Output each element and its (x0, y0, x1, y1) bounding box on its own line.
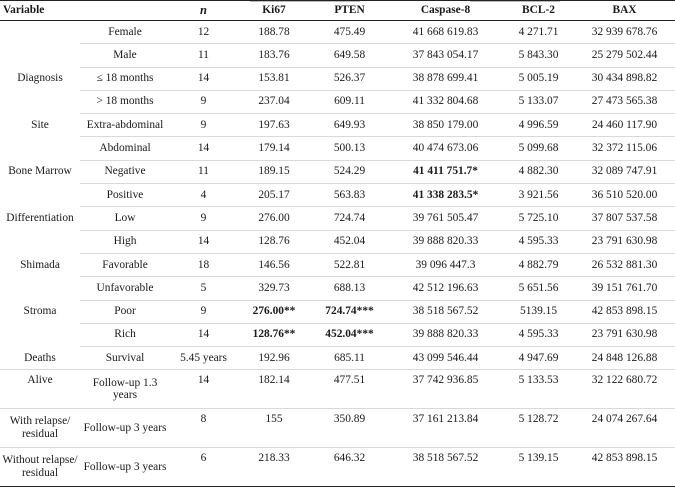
bcl2-cell: 5 139.15 (503, 448, 574, 487)
caspase8-cell: 39 761 505.47 (388, 207, 503, 230)
table-row (0, 448, 675, 487)
table-row (0, 370, 675, 409)
header-ki67: Ki67 (237, 1, 311, 21)
pten-cell: 526.37 (311, 67, 388, 90)
table-row (0, 67, 675, 90)
caspase8-cell: 41 338 283.5* (388, 184, 503, 207)
subgroup-cell: > 18 months (80, 90, 170, 113)
variable-cell: Site (31, 118, 49, 131)
bax-cell: 24 848 126.88 (574, 347, 675, 370)
ki67-cell: 276.00** (237, 300, 311, 323)
n-cell: 14 (170, 230, 237, 253)
n-cell: 9 (170, 300, 237, 323)
bax-cell: 24 460 117.90 (574, 114, 675, 137)
subgroup-cell: Survival (80, 347, 170, 370)
caspase8-cell: 41 332 804.68 (388, 90, 503, 113)
variable-cell (0, 44, 80, 67)
n-cell: 14 (170, 137, 237, 160)
bax-cell: 42 853 898.15 (574, 448, 675, 487)
n-cell: 8 (170, 409, 237, 448)
bcl2-cell: 4 996.59 (503, 114, 574, 137)
variable-cell: Shimada (20, 258, 60, 271)
header-bax: BAX (574, 1, 675, 21)
subgroup-cell: Negative (80, 160, 170, 183)
subgroup-cell: Favorable (80, 253, 170, 276)
ki67-cell: 183.76 (237, 44, 311, 67)
table-row (0, 230, 675, 253)
bax-cell: 32 122 680.72 (574, 370, 675, 409)
n-cell: 4 (170, 184, 237, 207)
ki67-cell: 182.14 (237, 370, 311, 409)
variable-cell: Diagnosis (17, 72, 63, 85)
bcl2-cell: 4 595.33 (503, 323, 574, 346)
variable-cell: With relapse/ residual (0, 409, 80, 448)
ki67-cell: 188.78 (237, 21, 311, 44)
caspase8-cell: 37 742 936.85 (388, 370, 503, 409)
subgroup-cell: High (80, 230, 170, 253)
n-cell: 9 (170, 114, 237, 137)
variable-cell (0, 277, 80, 300)
subgroup-cell: Male (80, 44, 170, 67)
table-row (0, 160, 675, 183)
pten-cell: 475.49 (311, 21, 388, 44)
caspase8-cell: 43 099 546.44 (388, 347, 503, 370)
table-row (0, 137, 675, 160)
header-variable: Variable (0, 1, 170, 21)
bax-cell: 30 434 898.82 (574, 67, 675, 90)
n-cell: 9 (170, 207, 237, 230)
ki67-cell: 155 (237, 409, 311, 448)
caspase8-cell: 38 850 179.00 (388, 114, 503, 137)
caspase8-cell: 38 518 567.52 (388, 300, 503, 323)
bax-cell: 32 089 747.91 (574, 160, 675, 183)
ki67-cell: 153.81 (237, 67, 311, 90)
n-cell: 14 (170, 67, 237, 90)
ki67-cell: 146.56 (237, 253, 311, 276)
bax-cell: 32 939 678.76 (574, 21, 675, 44)
pten-cell: 609.11 (311, 90, 388, 113)
subgroup-cell: ≤ 18 months (80, 67, 170, 90)
n-cell: 5.45 years (170, 347, 237, 370)
variable-cell: Deaths (0, 347, 80, 370)
bax-cell: 23 791 630.98 (574, 230, 675, 253)
bax-cell: 32 372 115.06 (574, 137, 675, 160)
pten-cell: 350.89 (311, 409, 388, 448)
bcl2-cell: 5 005.19 (503, 67, 574, 90)
variable-cell: Differentiation (6, 211, 74, 224)
ki67-cell: 237.04 (237, 90, 311, 113)
variable-cell (0, 137, 80, 160)
ki67-cell: 128.76** (237, 323, 311, 346)
caspase8-cell: 37 843 054.17 (388, 44, 503, 67)
caspase8-cell: 40 474 673.06 (388, 137, 503, 160)
ki67-cell: 205.17 (237, 184, 311, 207)
bax-cell: 26 532 881.30 (574, 253, 675, 276)
table-row (0, 44, 675, 67)
caspase8-cell: 37 161 213.84 (388, 409, 503, 448)
bcl2-cell: 4 882.79 (503, 253, 574, 276)
subgroup-cell: Abdominal (80, 137, 170, 160)
pten-cell: 649.58 (311, 44, 388, 67)
bax-cell: 39 151 761.70 (574, 277, 675, 300)
bcl2-cell: 5 133.07 (503, 90, 574, 113)
pten-cell: 685.11 (311, 347, 388, 370)
header-bcl2: BCL-2 (503, 1, 574, 21)
n-cell: 11 (170, 160, 237, 183)
n-cell: 18 (170, 253, 237, 276)
bax-cell: 25 279 502.44 (574, 44, 675, 67)
table-row (0, 409, 675, 448)
ki67-cell: 197.63 (237, 114, 311, 137)
pten-cell: 477.51 (311, 370, 388, 409)
table-row (0, 323, 675, 346)
subgroup-cell: Female (80, 21, 170, 44)
bcl2-cell: 4 271.71 (503, 21, 574, 44)
caspase8-cell: 42 512 196.63 (388, 277, 503, 300)
variable-cell: Stroma (23, 305, 57, 318)
pten-cell: 724.74*** (311, 300, 388, 323)
bax-cell: 37 807 537.58 (574, 207, 675, 230)
ki67-cell: 276.00 (237, 207, 311, 230)
pten-cell: 452.04 (311, 230, 388, 253)
variable-cell: Alive (0, 370, 80, 409)
bcl2-cell: 5139.15 (503, 300, 574, 323)
bcl2-cell: 5 725.10 (503, 207, 574, 230)
table-row (0, 207, 675, 230)
n-cell: 11 (170, 44, 237, 67)
pten-cell: 646.32 (311, 448, 388, 487)
bax-cell: 42 853 898.15 (574, 300, 675, 323)
subgroup-cell: Follow-up 1.3 years (80, 370, 170, 409)
variable-cell (0, 21, 80, 44)
bcl2-cell: 3 921.56 (503, 184, 574, 207)
header-row (0, 1, 675, 21)
bcl2-cell: 5 133.53 (503, 370, 574, 409)
ki67-cell: 218.33 (237, 448, 311, 487)
pten-cell: 563.83 (311, 184, 388, 207)
table-row (0, 184, 675, 207)
bcl2-cell: 5 843.30 (503, 44, 574, 67)
caption-remnant (0, 0, 675, 3)
pten-cell: 500.13 (311, 137, 388, 160)
table-row (0, 300, 675, 323)
table-row (0, 253, 675, 276)
caspase8-cell: 41 668 619.83 (388, 21, 503, 44)
variable-cell (0, 230, 80, 253)
header-pten: PTEN (311, 1, 388, 21)
table-row (0, 90, 675, 113)
caspase8-cell: 38 518 567.52 (388, 448, 503, 487)
caspase8-cell: 39 096 447.3 (388, 253, 503, 276)
caspase8-cell: 41 411 751.7* (388, 160, 503, 183)
pten-cell: 522.81 (311, 253, 388, 276)
bcl2-cell: 5 651.56 (503, 277, 574, 300)
bcl2-cell: 4 595.33 (503, 230, 574, 253)
variable-cell: Bone Marrow (8, 165, 72, 178)
subgroup-cell: Low (80, 207, 170, 230)
variable-cell (0, 184, 80, 207)
variable-cell (0, 90, 80, 113)
subgroup-cell: Poor (80, 300, 170, 323)
bcl2-cell: 5 099.68 (503, 137, 574, 160)
bcl2-cell: 4 882.30 (503, 160, 574, 183)
variable-cell (0, 323, 80, 346)
header-n: n (170, 1, 237, 21)
ki67-cell: 189.15 (237, 160, 311, 183)
n-cell: 9 (170, 90, 237, 113)
subgroup-cell: Follow-up 3 years (80, 448, 170, 487)
caspase8-cell: 38 878 699.41 (388, 67, 503, 90)
ki67-cell: 329.73 (237, 277, 311, 300)
table-row (0, 114, 675, 137)
pten-cell: 524.29 (311, 160, 388, 183)
pten-cell: 724.74 (311, 207, 388, 230)
bax-cell: 36 510 520.00 (574, 184, 675, 207)
bax-cell: 24 074 267.64 (574, 409, 675, 448)
table-row (0, 21, 675, 44)
caspase8-cell: 39 888 820.33 (388, 230, 503, 253)
ki67-cell: 179.14 (237, 137, 311, 160)
n-cell: 5 (170, 277, 237, 300)
pten-cell: 649.93 (311, 114, 388, 137)
subgroup-cell: Follow-up 3 years (80, 409, 170, 448)
ki67-cell: 192.96 (237, 347, 311, 370)
subgroup-cell: Extra-abdominal (80, 114, 170, 137)
table-row (0, 347, 675, 370)
bax-cell: 27 473 565.38 (574, 90, 675, 113)
subgroup-cell: Unfavorable (80, 277, 170, 300)
table-row (0, 277, 675, 300)
ki67-cell: 128.76 (237, 230, 311, 253)
pten-cell: 452.04*** (311, 323, 388, 346)
subgroup-cell: Positive (80, 184, 170, 207)
n-cell: 12 (170, 21, 237, 44)
header-caspase8: Caspase-8 (388, 1, 503, 21)
subgroup-cell: Rich (80, 323, 170, 346)
caspase8-cell: 39 888 820.33 (388, 323, 503, 346)
variable-cell: Without relapse/ residual (0, 448, 80, 487)
pten-cell: 688.13 (311, 277, 388, 300)
n-cell: 14 (170, 370, 237, 409)
bcl2-cell: 4 947.69 (503, 347, 574, 370)
bax-cell: 23 791 630.98 (574, 323, 675, 346)
n-cell: 6 (170, 448, 237, 487)
n-cell: 14 (170, 323, 237, 346)
bcl2-cell: 5 128.72 (503, 409, 574, 448)
